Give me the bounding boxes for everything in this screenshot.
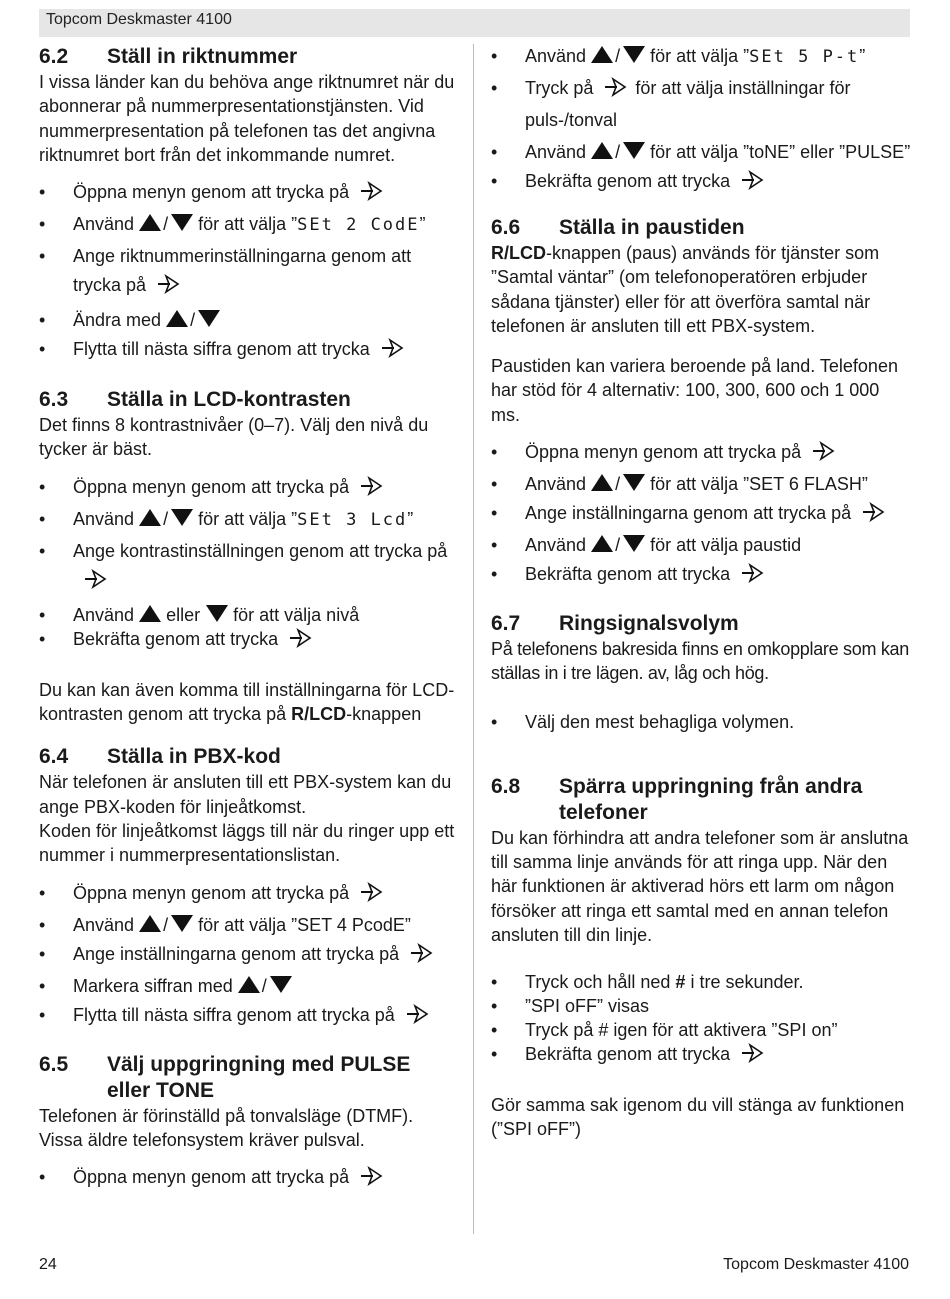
arrow-down-icon bbox=[623, 46, 645, 63]
list-item: • Använd / för att välja ”toNE” eller ”PULSE” bbox=[491, 140, 911, 164]
section-heading-6-3 bbox=[39, 387, 459, 413]
arrow-down-icon bbox=[198, 310, 220, 327]
paragraph: Det finns 8 kontrastnivåer (0–7). Välj den nivå du tycker är bäst. bbox=[39, 415, 429, 460]
bullet-list bbox=[39, 881, 459, 1030]
paragraph: R/LCD-knappen (paus) används för tjänster som ”Samtal väntar” (om telefonoperatören erbjuder sådana tjänster) eller för att överföra samtal när telefonen är ansluten till ett PBX-system. bbox=[491, 243, 880, 336]
arrow-down-icon bbox=[171, 915, 193, 932]
enter-key-icon bbox=[359, 181, 383, 207]
paragraph: Du kan förhindra att andra telefoner som är anslutna till samma linje används för att ringa upp. När den här funktionen är aktiverad hörs ett larm om någon försöker att ringa ett samtal med en annan telefon ansluten till din linje. bbox=[491, 827, 909, 945]
bullet-list bbox=[39, 475, 459, 654]
bullet-list bbox=[491, 710, 911, 734]
enter-key-icon bbox=[288, 628, 312, 654]
arrow-up-icon bbox=[591, 142, 613, 159]
section-number: 6.6 bbox=[491, 216, 521, 239]
arrow-up-icon bbox=[591, 474, 613, 491]
list-item: • ”SPI oFF” visas bbox=[491, 994, 911, 1018]
section-heading-6-8 bbox=[491, 774, 911, 826]
enter-key-icon bbox=[740, 563, 764, 589]
paragraph: Gör samma sak igenom du vill stänga av funktionen (”SPI oFF”) bbox=[491, 1095, 905, 1140]
list-item: • Använd / för att välja paustid bbox=[491, 533, 911, 557]
list-item: • Ange kontrastinställningen genom att trycka på bbox=[39, 537, 459, 598]
arrow-down-icon bbox=[623, 474, 645, 491]
section-title: Ställa in LCD-kontrasten bbox=[107, 388, 351, 412]
bullet-list bbox=[491, 970, 911, 1069]
list-item: • Öppna menyn genom att trycka på bbox=[491, 440, 911, 467]
paragraph: På telefonens bakresida finns en omkopplare som kan ställas in i tre lägen. av, låg och hög. bbox=[491, 639, 909, 684]
arrow-up-icon bbox=[139, 214, 161, 231]
list-item: • Tryck och håll ned # i tre sekunder. bbox=[491, 970, 911, 994]
section-title: Välj uppgringning med PULSE eller TONE bbox=[107, 1052, 411, 1102]
paragraph: Du kan kan även komma till inställningarna för LCD-kontrasten genom att trycka på R/LCD-knappen bbox=[39, 679, 455, 725]
bullet-list bbox=[491, 440, 911, 589]
arrow-up-icon bbox=[238, 976, 260, 993]
lcd-text: SEt 3 Lcd bbox=[297, 509, 408, 530]
enter-key-icon bbox=[409, 943, 433, 969]
section-number: 6.7 bbox=[491, 612, 521, 636]
section-number: 6.5 bbox=[39, 1052, 69, 1076]
list-item: • Öppna menyn genom att trycka på bbox=[39, 180, 459, 207]
arrow-up-icon bbox=[139, 509, 161, 526]
list-item: • Flytta till nästa siffra genom att trycka på bbox=[39, 1003, 459, 1030]
enter-key-icon bbox=[811, 441, 835, 467]
list-item: • Ange inställningarna genom att trycka på bbox=[491, 501, 911, 528]
list-item: • Flytta till nästa siffra genom att trycka bbox=[39, 337, 459, 364]
enter-key-icon bbox=[405, 1004, 429, 1030]
paragraph: I vissa länder kan du behöva ange riktnumret när du abonnerar på nummerpresentationstjänsten. Vid nummerpresentation på telefonen tas det angivna riktnumret bort från det inkommande numret. bbox=[39, 72, 455, 165]
section-heading-6-5 bbox=[39, 1052, 459, 1104]
list-item: • Bekräfta genom att trycka bbox=[491, 169, 911, 196]
right-column bbox=[491, 44, 911, 1142]
arrow-up-icon bbox=[139, 915, 161, 932]
enter-key-icon bbox=[359, 1166, 383, 1192]
arrow-up-icon bbox=[166, 310, 188, 327]
list-item: • Ange riktnummerinställningarna genom att trycka på bbox=[39, 242, 459, 303]
list-item: • Markera siffran med / bbox=[39, 974, 459, 998]
enter-key-icon bbox=[359, 882, 383, 908]
list-item: • Tryck på # igen för att aktivera ”SPI on” bbox=[491, 1018, 911, 1042]
section-heading-6-7 bbox=[491, 611, 911, 637]
section-title: Ställ in riktnummer bbox=[107, 45, 298, 68]
bullet-list bbox=[491, 44, 911, 196]
left-column bbox=[39, 44, 459, 1192]
section-title: Ställa in PBX-kod bbox=[107, 745, 281, 769]
enter-key-icon bbox=[83, 569, 107, 598]
list-item: • Ange inställningarna genom att trycka på bbox=[39, 942, 459, 969]
arrow-up-icon bbox=[139, 605, 161, 622]
section-number: 6.3 bbox=[39, 388, 69, 412]
enter-key-icon bbox=[740, 1043, 764, 1069]
footer-title: Topcom Deskmaster 4100 bbox=[723, 1256, 909, 1273]
arrow-down-icon bbox=[270, 976, 292, 993]
section-number: 6.8 bbox=[491, 774, 521, 798]
section-number: 6.4 bbox=[39, 745, 69, 769]
paragraph: Telefonen är förinställd på tonvalsläge (DTMF). Vissa äldre telefonsystem kräver pulsval. bbox=[39, 1105, 414, 1150]
list-item: • Använd / för att välja ”SEt 3 Lcd” bbox=[39, 507, 459, 532]
list-item: • Bekräfta genom att trycka bbox=[39, 627, 459, 654]
arrow-up-icon bbox=[591, 535, 613, 552]
list-item: • Använd / för att välja ”SEt 5 P-t” bbox=[491, 44, 911, 69]
list-item: • Öppna menyn genom att trycka på bbox=[39, 881, 459, 908]
list-item: • Använd eller för att välja nivå bbox=[39, 603, 459, 627]
header-bar bbox=[39, 9, 910, 37]
list-item: • Använd / för att välja ”SET 6 FLASH” bbox=[491, 472, 911, 496]
section-title: Ringsignalsvolym bbox=[559, 612, 739, 636]
paragraph: När telefonen är ansluten till ett PBX-system kan du ange PBX-koden för linjeåtkomst. bbox=[39, 772, 452, 817]
enter-key-icon bbox=[603, 77, 627, 106]
arrow-down-icon bbox=[623, 142, 645, 159]
arrow-down-icon bbox=[206, 605, 228, 622]
enter-key-icon bbox=[156, 274, 180, 303]
bullet-list bbox=[39, 1165, 459, 1192]
section-heading-6-4 bbox=[39, 744, 459, 770]
section-heading-6-6 bbox=[491, 215, 911, 241]
arrow-down-icon bbox=[171, 214, 193, 231]
list-item: • Bekräfta genom att trycka bbox=[491, 562, 911, 589]
lcd-text: SEt 2 CodE bbox=[297, 215, 420, 236]
list-item: • Öppna menyn genom att trycka på bbox=[39, 1165, 459, 1192]
section-number: 6.2 bbox=[39, 45, 69, 68]
list-item: • Öppna menyn genom att trycka på bbox=[39, 475, 459, 502]
list-item: • Bekräfta genom att trycka bbox=[491, 1042, 911, 1069]
arrow-up-icon bbox=[591, 46, 613, 63]
paragraph: Koden för linjeåtkomst läggs till när du ringer upp ett nummer i nummerpresentationslistan. bbox=[39, 820, 455, 866]
section-title: Spärra uppringning från andra telefoner bbox=[559, 774, 863, 824]
section-heading-6-2 bbox=[39, 44, 459, 70]
page-number: 24 bbox=[39, 1256, 57, 1273]
section-title: Ställa in paustiden bbox=[559, 216, 745, 239]
column-divider bbox=[473, 44, 474, 1234]
list-item: • Använd / för att välja ”SET 4 PcodE” bbox=[39, 913, 459, 937]
list-item: • Tryck på för att välja inställningar för puls-/tonval bbox=[491, 74, 911, 135]
arrow-down-icon bbox=[623, 535, 645, 552]
enter-key-icon bbox=[740, 170, 764, 196]
header-title: Topcom Deskmaster 4100 bbox=[46, 11, 232, 28]
enter-key-icon bbox=[359, 476, 383, 502]
enter-key-icon bbox=[380, 338, 404, 364]
list-item: • Använd / för att välja ”SEt 2 CodE” bbox=[39, 212, 459, 237]
list-item: • Ändra med / bbox=[39, 308, 459, 332]
paragraph: Paustiden kan variera beroende på land. Telefonen har stöd för 4 alternativ: 100, 300, 600 och 1 000 ms. bbox=[491, 356, 898, 425]
bullet-list bbox=[39, 180, 459, 364]
list-item: • Välj den mest behagliga volymen. bbox=[491, 710, 911, 734]
lcd-text: SEt 5 P-t bbox=[749, 47, 860, 67]
enter-key-icon bbox=[861, 502, 885, 528]
arrow-down-icon bbox=[171, 509, 193, 526]
